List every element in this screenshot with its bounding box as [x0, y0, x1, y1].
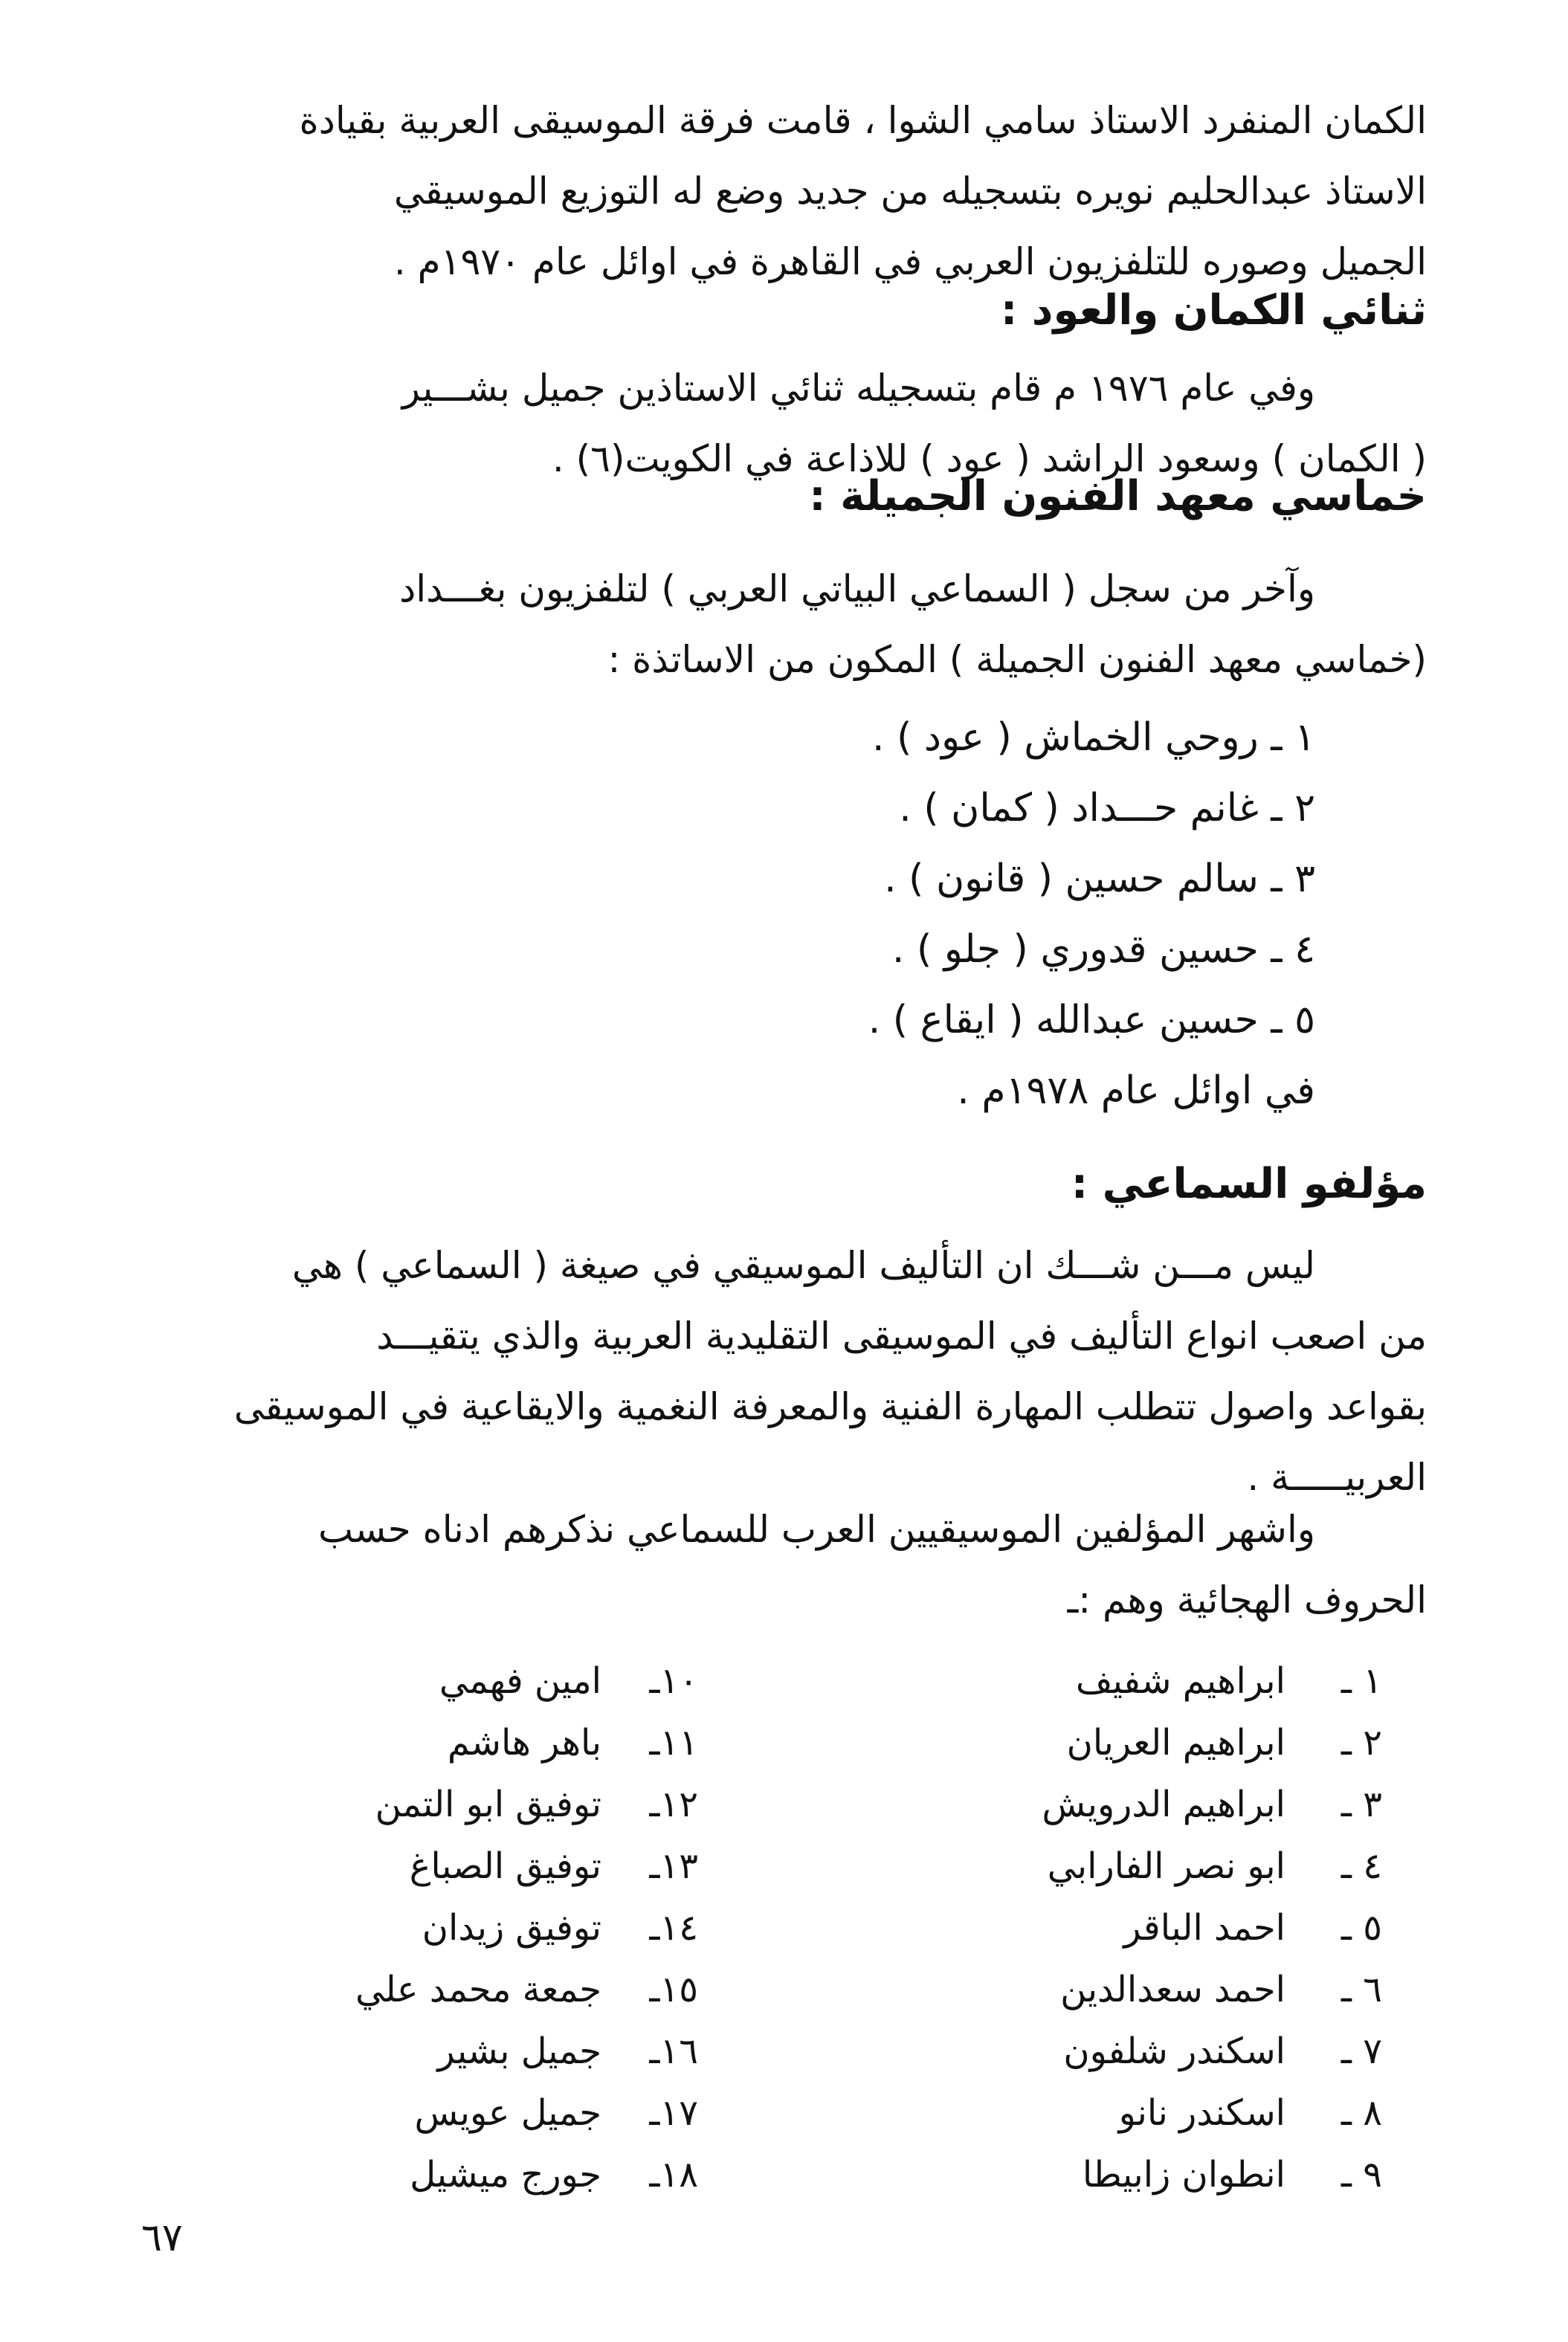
item-number: ١٤ـ	[649, 1907, 698, 1949]
composer-name: باهر هاشم	[447, 1722, 601, 1764]
list-item: ٣ ـ سالم حسين ( قانون ) .	[884, 857, 1315, 901]
recording-date: في اوائل عام ١٩٧٨م .	[957, 1068, 1315, 1113]
item-number: ٥ ـ	[1340, 1907, 1382, 1949]
list-item	[787, 1959, 1382, 2021]
composer-name: جمعة محمد علي	[355, 1969, 601, 2010]
item-number: ١٦ـ	[649, 2030, 698, 2072]
item-number: ١١ـ	[649, 1722, 698, 1764]
list-item	[103, 2021, 698, 2083]
text-line: الكمان المنفرد الاستاذ سامي الشوا ، قامت فرقة الموسيقى العربية بقيادة	[299, 99, 1427, 142]
list-item	[787, 1651, 1382, 1712]
composer-name: اسكندر نانو	[1118, 2092, 1285, 2134]
item-number: ٩ ـ	[1340, 2154, 1382, 2196]
item-number: ٨ ـ	[1340, 2092, 1382, 2134]
page-number: ٦٧	[141, 2216, 183, 2260]
composer-name: توفيق الصباغ	[409, 1845, 601, 1887]
item-number: ١٠ـ	[649, 1660, 698, 1702]
list-item	[103, 1774, 698, 1836]
list-item	[103, 1959, 698, 2021]
item-number: ١٣ـ	[649, 1845, 698, 1887]
item-number: ١٨ـ	[649, 2154, 698, 2196]
composer-name: ابو نصر الفارابي	[1047, 1845, 1285, 1887]
text-line: من اصعب انواع التأليف في الموسيقى التقليدية العربية والذي يتقيـــد	[376, 1314, 1427, 1358]
composer-name: جميل بشير	[437, 2030, 601, 2072]
list-item	[103, 1836, 698, 1897]
quintet-members-list	[609, 703, 1427, 1126]
text-line: واشهر المؤلفين الموسيقيين العرب للسماعي نذكرهم ادناه حسب	[318, 1508, 1315, 1551]
item-number: ١٥ـ	[649, 1969, 698, 2010]
composers-column-left	[103, 1651, 698, 2206]
composers-heading: مؤلفو السماعي :	[1071, 1160, 1427, 1208]
item-number: ١ ـ	[1340, 1660, 1382, 1702]
list-item	[787, 2144, 1382, 2206]
quintet-heading: خماسي معهد الفنون الجميلة :	[809, 472, 1427, 520]
text-line: الجميل وصوره للتلفزيون العربي في القاهرة في اوائل عام ١٩٧٠م .	[393, 240, 1427, 283]
composer-name: اسكندر شلفون	[1063, 2030, 1285, 2072]
text-line: العربيـــــة .	[1247, 1456, 1427, 1499]
text-line: (خماسي معهد الفنون الجميلة ) المكون من الاساتذة :	[607, 638, 1427, 681]
item-number: ٧ ـ	[1340, 2030, 1382, 2072]
composer-name: جورج ميشيل	[410, 2154, 601, 2196]
item-number: ٦ ـ	[1340, 1969, 1382, 2010]
list-item	[103, 1712, 698, 1774]
composer-name: احمد الباقر	[1123, 1907, 1285, 1949]
composer-name: احمد سعدالدين	[1060, 1969, 1285, 2010]
composers-column-right	[787, 1651, 1382, 2206]
list-item	[787, 1712, 1382, 1774]
list-item: ٢ ـ غانم حـــداد ( كمان ) .	[899, 786, 1315, 830]
duo-heading: ثنائي الكمان والعود :	[1000, 286, 1427, 335]
composer-name: انطوان زابيطا	[1082, 2154, 1285, 2196]
item-number: ١٢ـ	[649, 1784, 698, 1825]
list-item	[103, 2083, 698, 2144]
item-number: ٣ ـ	[1340, 1784, 1382, 1825]
composer-name: توفيق ابو التمن	[375, 1784, 601, 1825]
list-item	[787, 1774, 1382, 1836]
list-item	[787, 1897, 1382, 1959]
text-line: ( الكمان ) وسعود الراشد ( عود ) للاذاعة في الكويت(٦) .	[552, 437, 1427, 480]
text-line: وآخر من سجل ( السماعي البياتي العربي ) لتلفزيون بغـــداد	[399, 567, 1315, 610]
composers-paragraph-2	[141, 1494, 1427, 1636]
list-item: ٤ ـ حسين قدوري ( جلو ) .	[891, 927, 1315, 972]
text-line: وفي عام ١٩٧٦ م قام بتسجيله ثنائي الاستاذين جميل بشـــير	[401, 367, 1315, 410]
text-line: ليس مـــن شـــك ان التأليف الموسيقي في صيغة ( السماعي ) هي	[291, 1244, 1315, 1287]
composers-list	[141, 1651, 1427, 2216]
composer-name: ابراهيم شفيف	[1075, 1660, 1285, 1702]
list-item	[103, 2144, 698, 2206]
intro-paragraph	[141, 86, 1427, 297]
list-item	[787, 2021, 1382, 2083]
item-number: ٢ ـ	[1340, 1722, 1382, 1764]
list-item: ٥ ـ حسين عبدالله ( ايقاع ) .	[868, 998, 1315, 1042]
item-number: ١٧ـ	[649, 2092, 698, 2134]
composer-name: توفيق زيدان	[422, 1907, 601, 1949]
list-item	[787, 2083, 1382, 2144]
composers-paragraph-1	[141, 1230, 1427, 1513]
list-item	[103, 1651, 698, 1712]
text-line: الاستاذ عبدالحليم نويره بتسجيله من جديد وضع له التوزيع الموسيقي	[393, 170, 1427, 213]
item-number: ٤ ـ	[1340, 1845, 1382, 1887]
list-item	[103, 1897, 698, 1959]
quintet-paragraph	[141, 554, 1427, 695]
composer-name: ابراهيم العريان	[1066, 1722, 1285, 1764]
text-line: الحروف الهجائية وهم :ـ	[1067, 1578, 1427, 1622]
text-line: بقواعد واصول تتطلب المهارة الفنية والمعرفة النغمية والايقاعية في الموسيقى	[233, 1385, 1427, 1428]
composer-name: جميل عويس	[414, 2092, 601, 2134]
composer-name: امين فهمي	[439, 1660, 601, 1702]
list-item	[787, 1836, 1382, 1897]
list-item: ١ ـ روحي الخماش ( عود ) .	[872, 715, 1315, 760]
composer-name: ابراهيم الدرويش	[1042, 1784, 1285, 1825]
